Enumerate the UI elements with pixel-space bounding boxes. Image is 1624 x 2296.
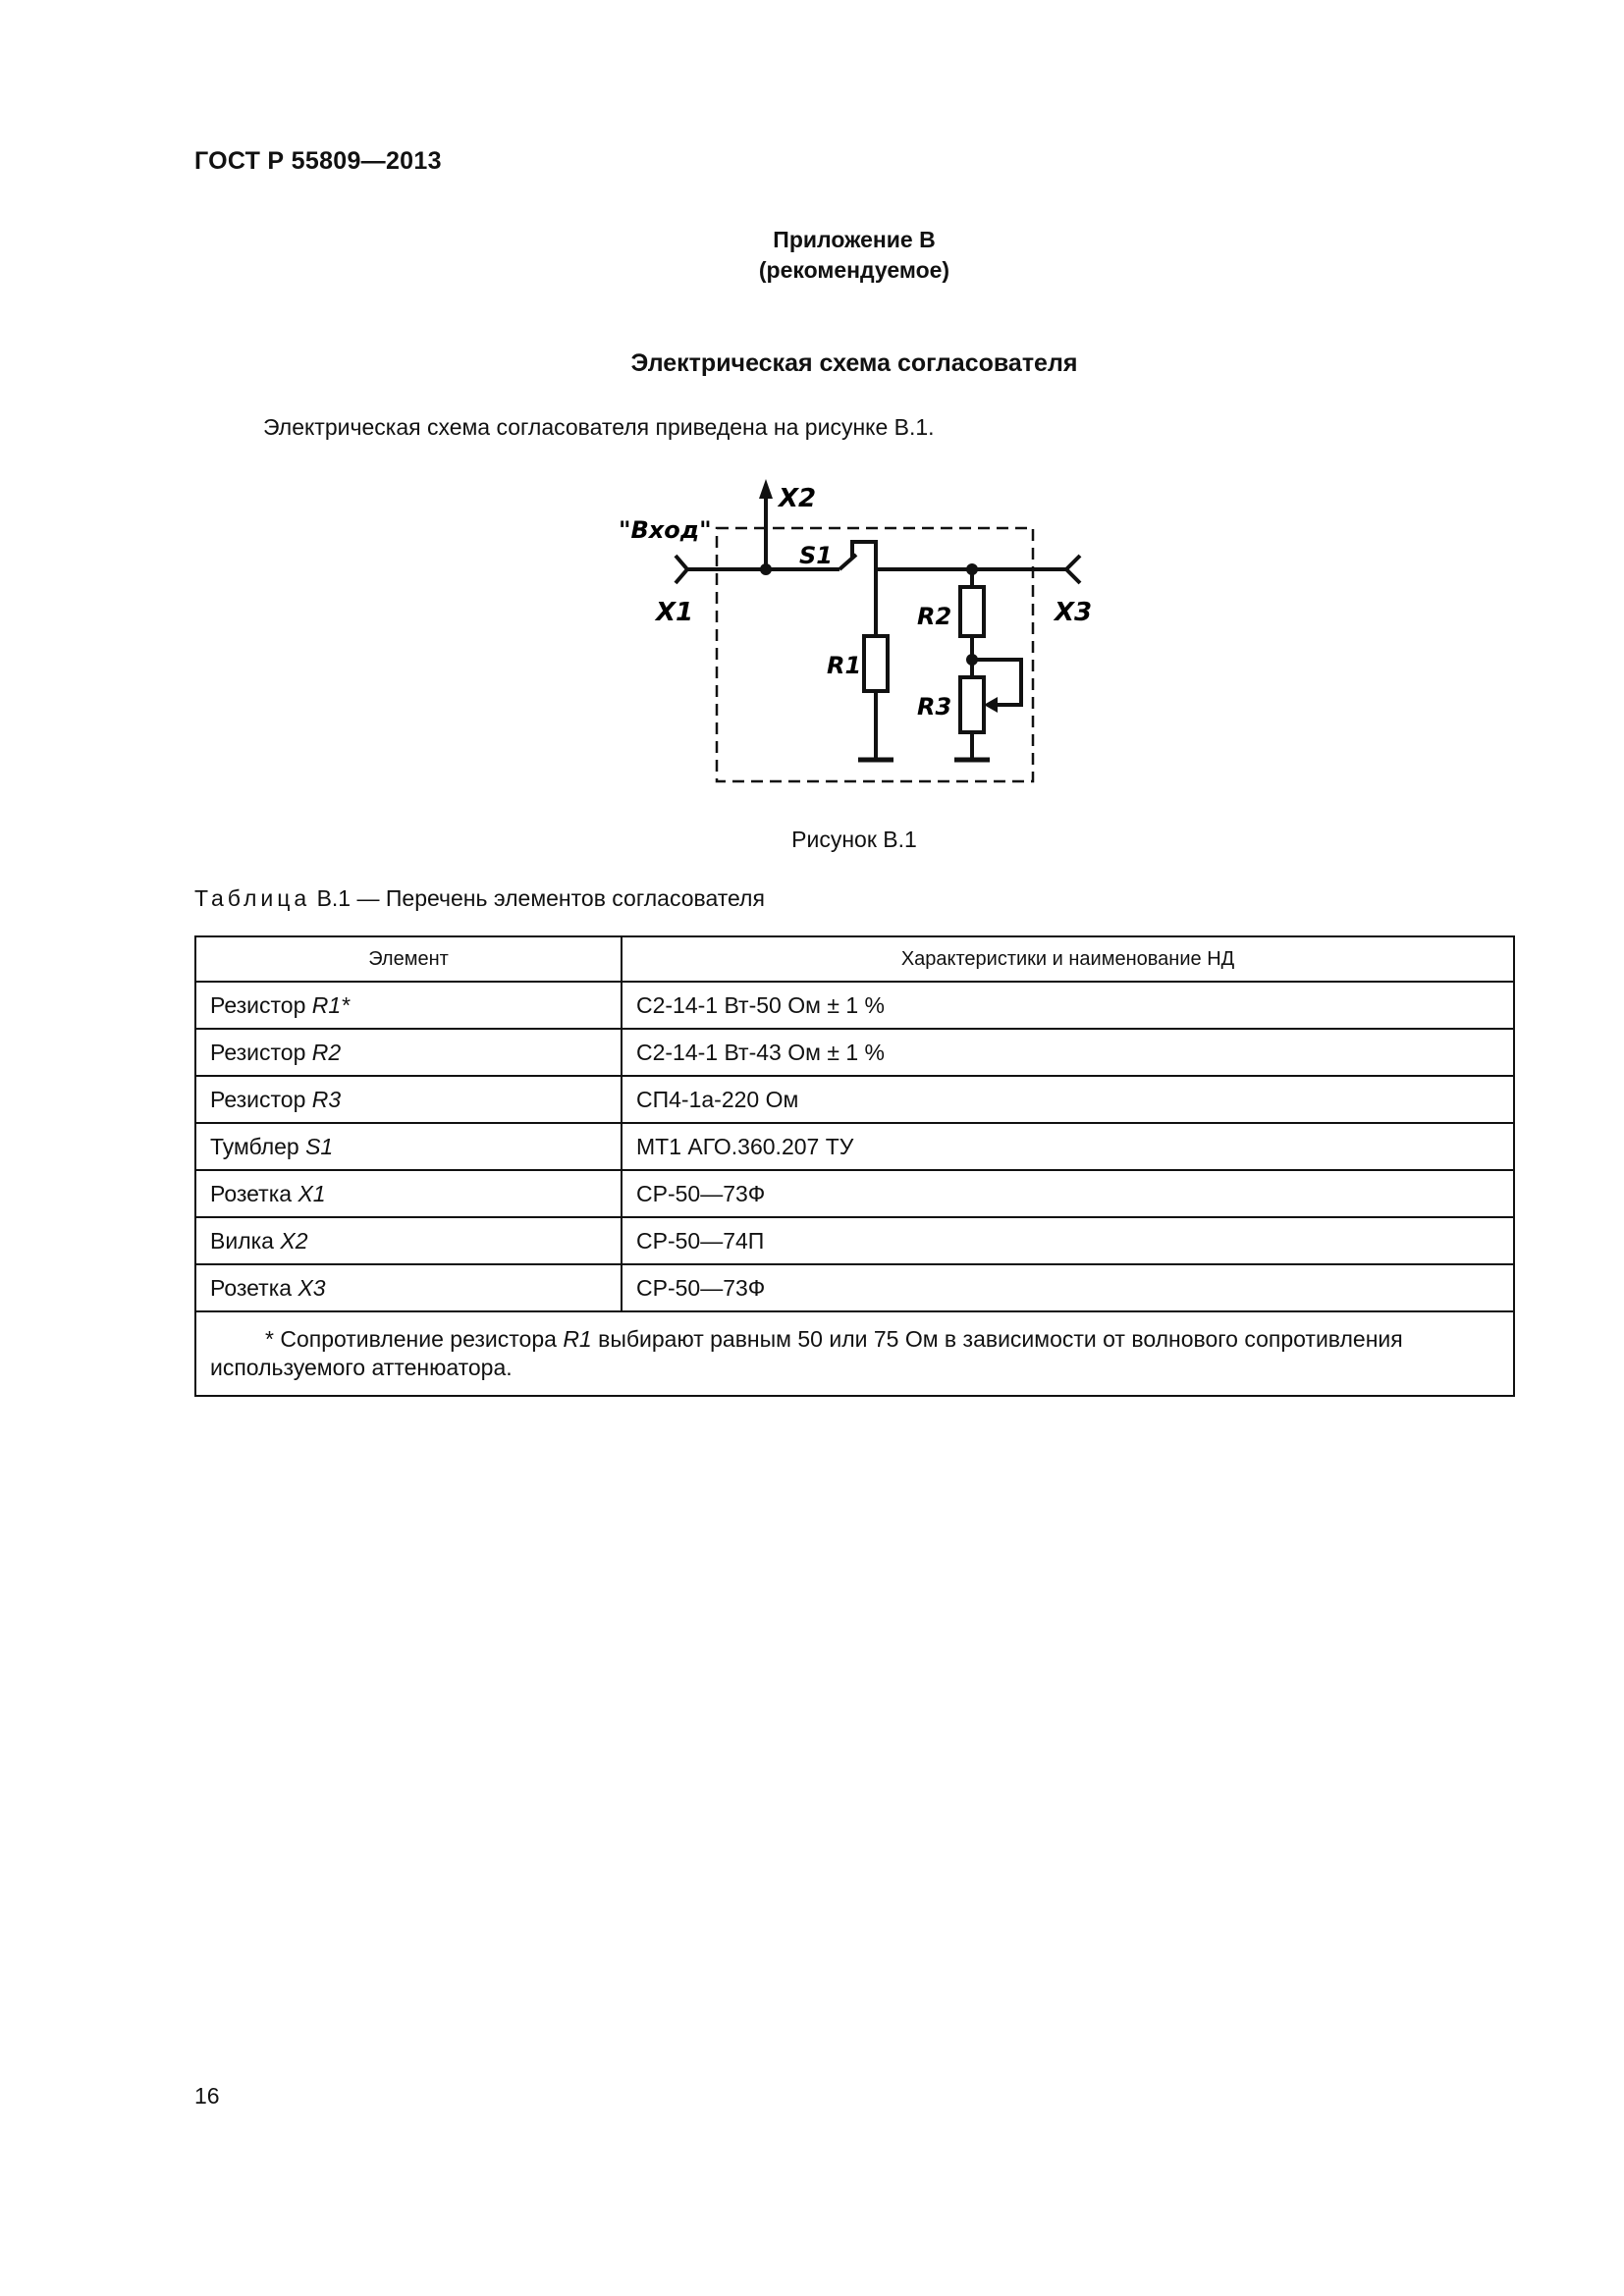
cell-element: Резистор R2 xyxy=(195,1029,622,1076)
connector-x1-symbol xyxy=(676,556,687,583)
label-x1: X1 xyxy=(656,598,694,627)
resistor-r3 xyxy=(960,677,984,732)
table-row xyxy=(195,1217,1514,1264)
circuit-diagram xyxy=(589,471,1100,795)
cell-spec: С2-14-1 Вт-50 Ом ± 1 % xyxy=(622,982,1514,1029)
cell-element: Резистор R1* xyxy=(195,982,622,1029)
section-heading: Электрическая схема согласователя xyxy=(630,349,1078,377)
table-row xyxy=(195,1123,1514,1170)
elements-table xyxy=(194,935,1515,1397)
header-element: Элемент xyxy=(195,936,622,982)
table-caption-text: В.1 — Перечень элементов согласователя xyxy=(316,885,765,911)
table-row xyxy=(195,1264,1514,1311)
x2-arrow xyxy=(759,479,773,499)
cell-spec: МТ1 АГО.360.207 ТУ xyxy=(622,1123,1514,1170)
cell-element: Розетка X3 xyxy=(195,1264,622,1311)
cell-element: Вилка X2 xyxy=(195,1217,622,1264)
figure-caption: Рисунок В.1 xyxy=(791,827,917,852)
cell-element: Розетка X1 xyxy=(195,1170,622,1217)
cell-spec: СР-50—73Ф xyxy=(622,1170,1514,1217)
table-header-row xyxy=(195,936,1514,982)
cell-element: Тумблер S1 xyxy=(195,1123,622,1170)
resistor-r2 xyxy=(960,587,984,636)
table-note-row xyxy=(195,1311,1514,1396)
document-id: ГОСТ Р 55809—2013 xyxy=(194,147,442,175)
label-x3: X3 xyxy=(1055,598,1093,627)
table-row xyxy=(195,982,1514,1029)
cell-spec: СР-50—74П xyxy=(622,1217,1514,1264)
resistor-r1 xyxy=(864,636,888,691)
label-r2: R2 xyxy=(917,603,952,630)
intro-paragraph: Электрическая схема согласователя приведена на рисунке В.1. xyxy=(263,414,935,440)
appendix-status: (рекомендуемое) xyxy=(758,257,950,283)
cell-element: Резистор R3 xyxy=(195,1076,622,1123)
label-r1: R1 xyxy=(827,652,862,679)
page-number: 16 xyxy=(194,2083,220,2109)
cell-spec: СР-50—73Ф xyxy=(622,1264,1514,1311)
label-s1: S1 xyxy=(799,542,833,569)
table-row xyxy=(195,1029,1514,1076)
r3-wiper-arrow xyxy=(984,697,998,713)
label-input: "Вход" xyxy=(619,516,712,544)
table-footnote: * Сопротивление резистора R1 выбирают равным 50 или 75 Ом в зависимости от волнового сопротивления используемого аттенюатора. xyxy=(195,1311,1514,1396)
cell-spec: СП4-1а-220 Ом xyxy=(622,1076,1514,1123)
table-caption xyxy=(194,885,765,912)
connector-x3-symbol xyxy=(1066,556,1080,583)
cell-spec: С2-14-1 Вт-43 Ом ± 1 % xyxy=(622,1029,1514,1076)
label-x2: X2 xyxy=(779,484,817,513)
header-characteristics: Характеристики и наименование НД xyxy=(622,936,1514,982)
table-caption-prefix: Таблица xyxy=(194,885,311,911)
label-r3: R3 xyxy=(917,693,952,721)
table-row xyxy=(195,1170,1514,1217)
table-row xyxy=(195,1076,1514,1123)
appendix-title: Приложение В xyxy=(773,227,936,252)
